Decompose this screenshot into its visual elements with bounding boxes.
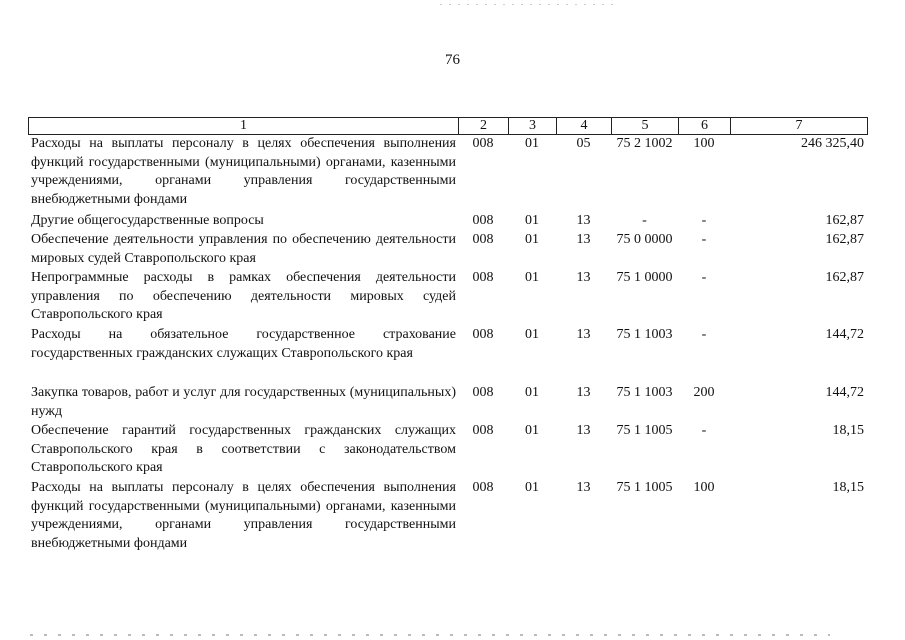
row-amount: 144,72 — [825, 327, 864, 342]
row-subsection: 05 — [576, 136, 591, 151]
row-description: Непрограммные расходы в рамках обеспечения деятельности управления по обеспечению деятельности мировых судей Ставропольского края — [31, 270, 456, 322]
row-section: 01 — [525, 232, 539, 247]
row-expense-type: - — [701, 213, 707, 228]
header-col-3: 3 — [508, 118, 556, 134]
row-target-article: 75 1 1003 — [616, 327, 673, 342]
header-col-1: 1 — [240, 118, 247, 133]
scan-artifact-bottom — [30, 634, 830, 636]
row-expense-type: - — [701, 232, 707, 247]
row-admin-code: 008 — [472, 232, 494, 247]
table-header — [28, 117, 868, 135]
row-description: Обеспечение гарантий государственных гражданских служащих Ставропольского края в соответствии с законодательством Ставропольского края — [31, 423, 456, 475]
row-admin-code: 008 — [472, 423, 494, 438]
scan-artifact-top — [440, 4, 620, 5]
row-description: Закупка товаров, работ и услуг для государственных (муниципальных) нужд — [31, 385, 456, 419]
row-expense-type: - — [701, 270, 707, 285]
page-number: 76 — [445, 52, 460, 68]
row-expense-type: 200 — [693, 385, 715, 400]
row-section: 01 — [525, 136, 539, 151]
row-amount: 162,87 — [825, 270, 864, 285]
row-amount: 144,72 — [825, 385, 864, 400]
row-section: 01 — [525, 480, 539, 495]
header-col-6: 6 — [678, 118, 730, 134]
row-amount: 18,15 — [832, 480, 864, 495]
row-subsection: 13 — [576, 385, 591, 400]
row-description: Расходы на обязательное государственное страхование государственных гражданских служащих Ставропольского края — [31, 327, 456, 361]
row-description: Расходы на выплаты персоналу в целях обеспечения выполнения функций государственными (муниципальными) органами, казенными учреждениями, органами управления государственными внебюджетными фондами — [31, 480, 456, 551]
row-subsection: 13 — [576, 213, 591, 228]
row-target-article: - — [642, 213, 647, 228]
row-amount: 246 325,40 — [801, 136, 864, 151]
row-target-article: 75 1 1005 — [616, 480, 673, 495]
row-target-article: 75 1 1005 — [616, 423, 673, 438]
row-admin-code: 008 — [472, 327, 494, 342]
row-expense-type: 100 — [693, 136, 715, 151]
row-expense-type: - — [701, 423, 707, 438]
header-col-5: 5 — [611, 118, 678, 134]
row-amount: 162,87 — [825, 232, 864, 247]
row-section: 01 — [525, 385, 539, 400]
row-target-article: 75 1 0000 — [616, 270, 673, 285]
row-target-article: 75 0 0000 — [616, 232, 673, 247]
row-section: 01 — [525, 327, 539, 342]
row-admin-code: 008 — [472, 136, 494, 151]
row-subsection: 13 — [576, 480, 591, 495]
row-amount: 18,15 — [832, 423, 864, 438]
row-admin-code: 008 — [472, 480, 494, 495]
row-expense-type: - — [701, 327, 707, 342]
row-description: Другие общегосударственные вопросы — [31, 213, 264, 228]
row-expense-type: 100 — [693, 480, 715, 495]
row-subsection: 13 — [576, 423, 591, 438]
header-col-2: 2 — [458, 118, 508, 134]
row-section: 01 — [525, 423, 539, 438]
row-section: 01 — [525, 270, 539, 285]
row-subsection: 13 — [576, 232, 591, 247]
row-admin-code: 008 — [472, 270, 494, 285]
row-description: Расходы на выплаты персоналу в целях обеспечения выполнения функций государственными (муниципальными) органами, казенными учреждениями, органами управления государственными внебюджетными фондами — [31, 136, 456, 207]
row-target-article: 75 1 1003 — [616, 385, 673, 400]
row-description: Обеспечение деятельности управления по обеспечению деятельности мировых судей Ставропольского края — [31, 232, 456, 266]
row-subsection: 13 — [576, 270, 591, 285]
row-target-article: 75 2 1002 — [616, 136, 673, 151]
row-admin-code: 008 — [472, 213, 494, 228]
header-col-7: 7 — [730, 118, 867, 134]
row-amount: 162,87 — [825, 213, 864, 228]
row-section: 01 — [525, 213, 539, 228]
row-admin-code: 008 — [472, 385, 494, 400]
header-col-4: 4 — [556, 118, 611, 134]
row-subsection: 13 — [576, 327, 591, 342]
